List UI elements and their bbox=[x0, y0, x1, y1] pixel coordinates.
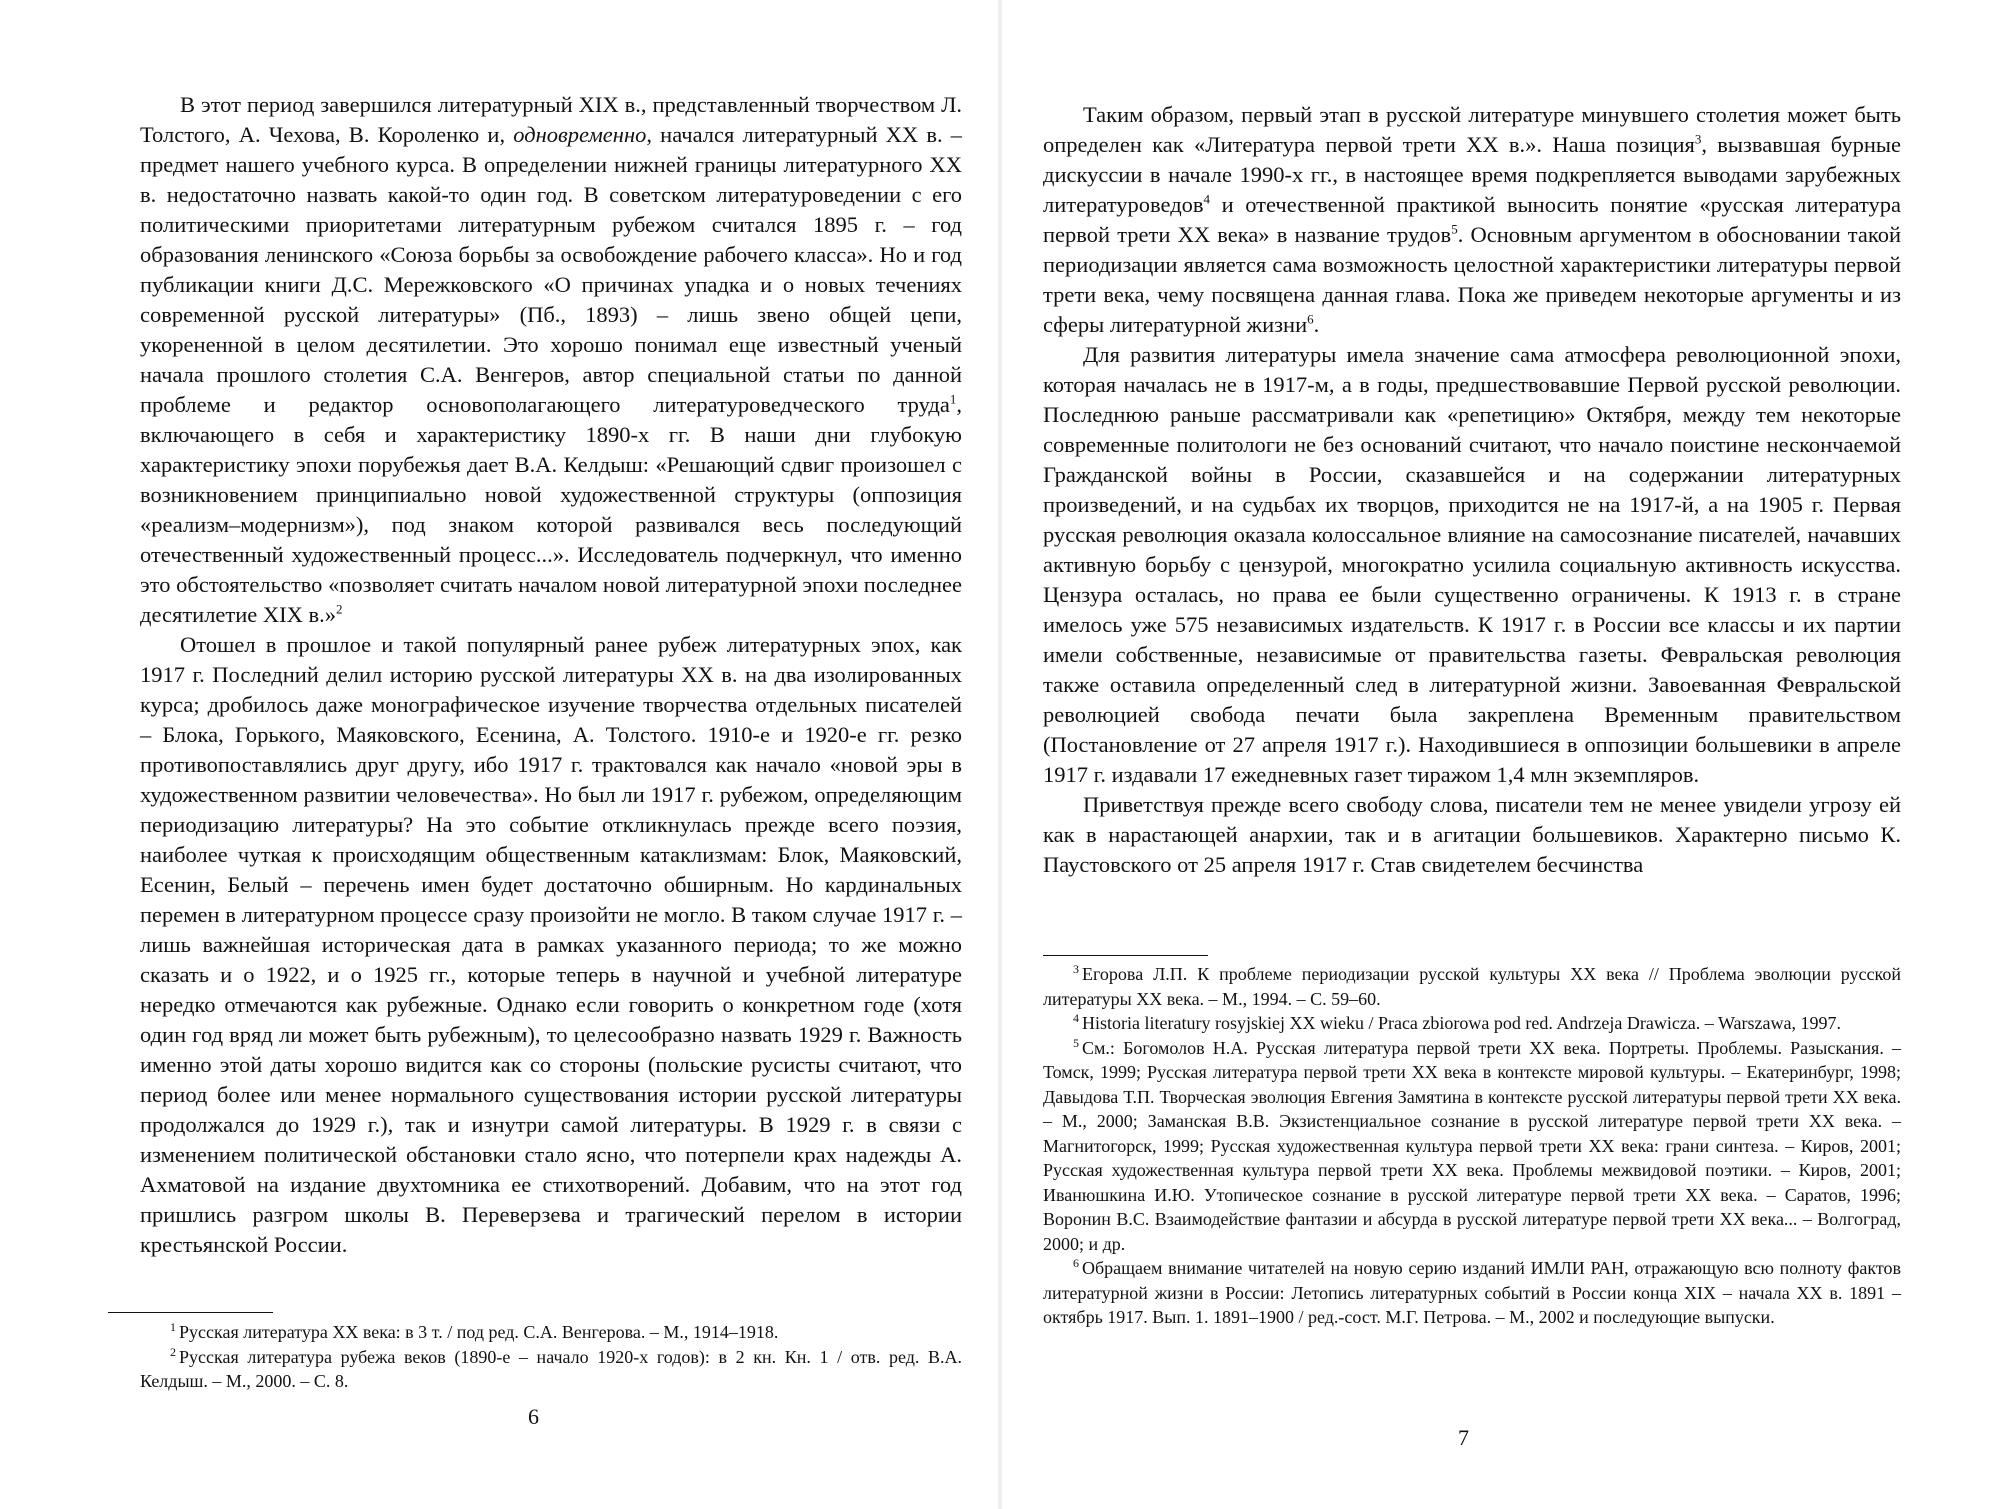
footnote bbox=[1043, 1036, 1901, 1257]
footnote-text: Русская литература XX века: в 3 т. / под ред. С.А. Венгерова. – М., 1914–1918. bbox=[179, 1322, 779, 1342]
left-footnote-rule bbox=[108, 1312, 273, 1313]
paragraph-text: Приветствуя прежде всего свободу слова, писатели тем не менее увидели угрозу ей как в нарастающей анархии, так и в агитации большевиков. Характерно письмо К. Паустовского от 25 апреля 1917 г. Став свидетелем бесчинства bbox=[1043, 792, 1901, 877]
footnote bbox=[1043, 1011, 1901, 1036]
paragraph-text: , начался литературный XX в. – предмет нашего учебного курса. В определении нижней границы литературного XX в. недостаточно назвать какой-то один год. В советском литературоведении с его политическими приоритетами литературным рубежом считался 1895 г. – год образования ленинского «Союза борьбы за освобождение рабочего класса». Но и год публикации книги Д.С. Мережковского «О причинах упадка и о новых течениях современной русской литературы» (Пб., 1893) – лишь звено общей цепи, укорененной в целом десятилетии. Это хорошо понимал еще известный ученый начала прошлого столетия С.А. Венгеров, автор специальной статьи по данной проблеме и редактор основополагающего литературоведческого труда bbox=[140, 122, 962, 417]
footnote-number: 3 bbox=[1073, 962, 1079, 976]
footnote-reference: 6 bbox=[1307, 311, 1314, 327]
paragraph-text: Отошел в прошлое и такой популярный ранее рубеж литературных эпох, как 1917 г. Последний делил историю русской литературы XX в. на два изолированных курса; дробилось даже монографическое изучение творчества отдельных писателей – Блока, Горького, Маяковского, Есенина, А. Толстого. 1910-е и 1920-е гг. резко противопоставлялись друг другу, ибо 1917 г. трактовался как начало «новой эры в художественном развитии человечества». Но был ли 1917 г. рубежом, определяющим периодизацию литературы? На это событие откликнулась прежде всего поэзия, наиболее чуткая к происходящим общественным катаклизмам: Блок, Маяковский, Есенин, Белый – перечень имен будет достаточно обширным. Но кардинальных перемен в литературном процессе сразу произойти не могло. В таком случае 1917 г. – лишь важнейшая историческая дата в рамках указанного периода; то же можно сказать и о 1922, и о 1925 гг., которые теперь в научной и учебной литературе нередко отмечаются как рубежные. Однако если говорить о конкретном годе (хотя один год вряд ли может быть рубежным), то целесообразно назвать 1929 г. Важность именно этой даты хорошо видится как со стороны (польские русисты считают, что период более или менее нормального существования истории русской литературы продолжался до 1929 г.), так и изнутри самой литературы. В 1929 г. в связи с изменением политической обстановки стало ясно, что потерпели крах надежды А. Ахматовой на издание двухтомника ее стихотворений. Добавим, что на этот год пришлись разгром школы В. Переверзева и трагический перелом в истории крестьянской России. bbox=[140, 632, 962, 1257]
footnote-reference: 2 bbox=[336, 601, 343, 617]
right-page-number: 7 bbox=[1458, 1425, 1469, 1450]
right-footnote-rule bbox=[1043, 955, 1208, 956]
body-paragraph bbox=[140, 630, 962, 1260]
left-body-text bbox=[140, 90, 962, 1260]
body-paragraph bbox=[1043, 340, 1901, 790]
footnote bbox=[140, 1320, 962, 1345]
body-paragraph bbox=[1043, 100, 1901, 340]
emphasis-text: одновременно bbox=[513, 122, 647, 147]
footnote-text: См.: Богомолов Н.А. Русская литература первой трети XX века. Портреты. Проблемы. Разыскания. – Томск, 1999; Русская литература первой трети XX века в контексте мировой культуры. – Екатеринбург, 1998; Давыдова Т.П. Творческая эволюция Евгения Замятина в контексте русской литературы первой трети XX века. – М., 2000; Заманская В.В. Экзистенциальное сознание в русской литературе первой трети XX века. – Магнитогорск, 1999; Русская художественная культура первой трети XX века: грани синтеза. – Киров, 2001; Русская художественная культура первой трети XX века. Проблемы межвидовой поэтики. – Киров, 2001; Иванюшкина И.Ю. Утопическое сознание в русской литературе первой трети XX века. – Саратов, 1996; Воронин В.С. Взаимодействие фантазии и абсурда в русской литературе первой трети XX века... – Волгоград, 2000; и др. bbox=[1043, 1037, 1901, 1254]
footnote-text: Обращаем внимание читателей на новую серию изданий ИМЛИ РАН, отражающую всю полноту фактов литературной жизни в России: Летопись литературных событий в России конца XIX – начала XX в. 1891 – октябрь 1917. Вып. 1. 1891–1900 / ред.-сост. М.Г. Петрова. – М., 2002 и последующие выпуски. bbox=[1043, 1258, 1901, 1327]
paragraph-text: . bbox=[1313, 312, 1320, 337]
footnote-reference: 4 bbox=[1203, 191, 1211, 207]
right-page bbox=[1000, 0, 2000, 1509]
footnote-number: 4 bbox=[1073, 1011, 1079, 1025]
footnote bbox=[140, 1345, 962, 1394]
footnote-number: 6 bbox=[1073, 1256, 1079, 1270]
footnote bbox=[1043, 962, 1901, 1011]
footnote-text: Русская литература рубежа веков (1890-е – начало 1920-х годов): в 2 кн. Кн. 1 / отв. ред. В.А. Келдыш. – М., 2000. – С. 8. bbox=[140, 1346, 962, 1391]
left-footnotes bbox=[140, 1320, 962, 1394]
footnote-text: Егорова Л.П. К проблеме периодизации русской культуры XX века // Проблема эволюции русской литературы XX века. – М., 1994. – С. 59–60. bbox=[1043, 964, 1901, 1009]
footnote-number: 1 bbox=[170, 1320, 176, 1334]
paragraph-text: Таким образом, первый этап в русской литературе минувшего столетия может быть определен как «Литература первой трети XX в.». Наша позиция bbox=[1043, 102, 1901, 157]
paragraph-text: , включающего в себя и характеристику 1890-х гг. В наши дни глубокую характеристику эпохи порубежья дает В.А. Келдыш: «Решающий сдвиг произошел с возникновением принципиально новой художественной структуры (оппозиция «реализм–модернизм»), под знаком которой развивался весь последующий отечественный художественный процесс...». Исследователь подчеркнул, что именно это обстоятельство «позволяет считать началом новой литературной эпохи последнее десятилетие XIX в.» bbox=[140, 392, 962, 627]
right-footnotes bbox=[1043, 962, 1901, 1330]
paragraph-text: . Основным аргументом в обосновании такой периодизации является сама возможность целостной характеристики литературы первой трети века, чему посвящена данная глава. Пока же приведем некоторые аргументы и из сферы литературной жизни bbox=[1043, 222, 1901, 337]
footnote-reference: 5 bbox=[1451, 221, 1458, 237]
paragraph-text: и отечественной практикой выносить понятие «русская литература первой трети XX века» в название трудов bbox=[1043, 192, 1901, 247]
paragraph-text: В этот период завершился литературный XIX в., представленный творчеством Л. Толстого, А. Чехова, В. Короленко и, bbox=[140, 92, 962, 147]
left-page-number: 6 bbox=[528, 1404, 539, 1429]
footnote bbox=[1043, 1256, 1901, 1330]
footnote-reference: 1 bbox=[949, 391, 957, 407]
body-paragraph bbox=[140, 90, 962, 630]
footnote-number: 5 bbox=[1073, 1035, 1079, 1050]
footnote-reference: 3 bbox=[1694, 131, 1702, 147]
footnote-number: 2 bbox=[170, 1344, 176, 1359]
footnote-text: Historia literatury rosyjskiej XX wieku / Praca zbiorowa pod red. Andrzeja Drawicza. – Warszawa, 1997. bbox=[1082, 1013, 1841, 1033]
paragraph-text: Для развития литературы имела значение сама атмосфера революционной эпохи, которая началась не в 1917-м, а в годы, предшествовавшие Первой русской революции. Последнюю раньше рассматривали как «репетицию» Октября, между тем некоторые современные политологи не без оснований считают, что начало поистине нескончаемой Гражданской войны в России, сказавшейся и на содержании литературных произведений, и на судьбах их творцов, приходится не на 1917-й, а на 1905 г. Первая русская революция оказала колоссальное влияние на самосознание писателей, начавших активную борьбу с цензурой, многократно усилила социальную активность искусства. Цензура осталась, но права ее были существенно ограничены. К 1913 г. в стране имелось уже 575 независимых издательств. К 1917 г. в России все классы и их партии имели собственные, независимые от правительства газеты. Февральская революция также оставила определенный след в литературной жизни. Завоеванная Февральской революцией свобода печати была закреплена Временным правительством (Постановление от 27 апреля 1917 г.). Находившиеся в оппозиции большевики в апреле 1917 г. издавали 17 ежедневных газет тиражом 1,4 млн экземпляров. bbox=[1043, 342, 1901, 787]
body-paragraph bbox=[1043, 790, 1901, 880]
paragraph-text: , вызвавшая бурные дискуссии в начале 1990-х гг., в настоящее время подкрепляется выводами зарубежных литературоведов bbox=[1043, 132, 1901, 217]
right-body-text bbox=[1043, 100, 1901, 880]
